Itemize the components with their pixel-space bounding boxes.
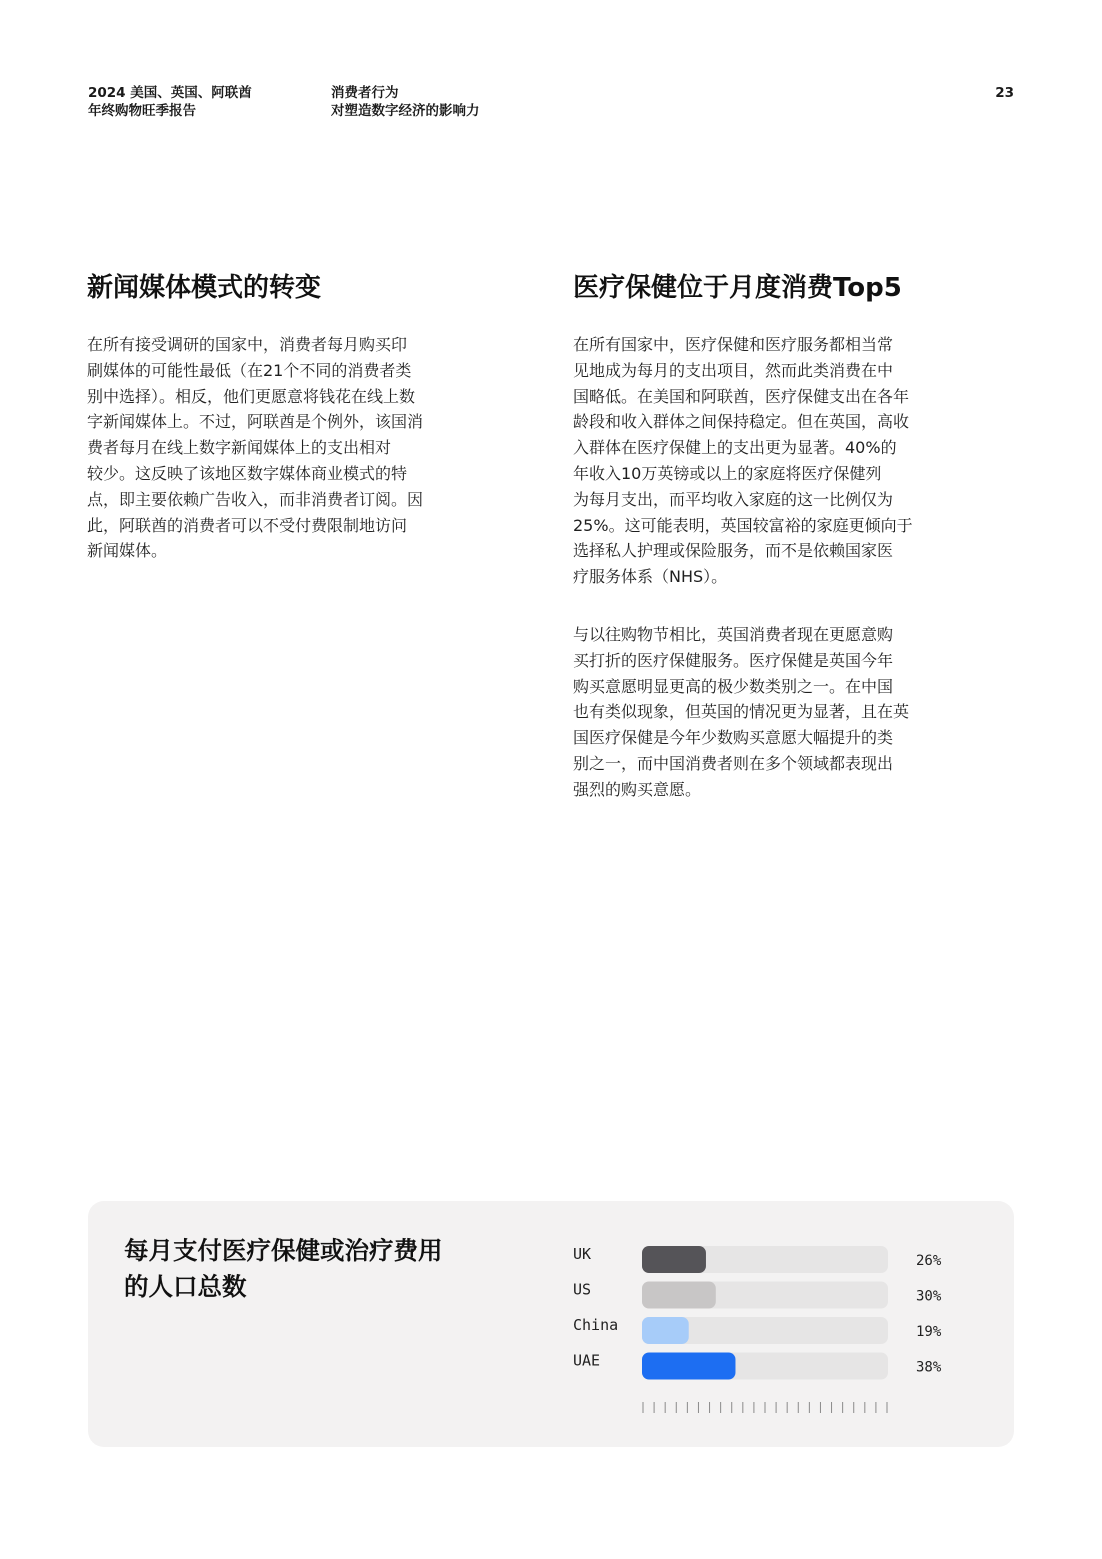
- paragraph-line: 此，阿联酋的消费者可以不受付费限制地访问: [87, 515, 408, 535]
- paragraph-line: 国略低。在美国和阿联酋，医疗保健支出在各年: [573, 386, 910, 406]
- paragraph-line: 刷媒体的可能性最低（在21个不同的消费者类: [87, 360, 412, 380]
- paragraph-line: 国医疗保健是今年少数购买意愿大幅提升的类: [573, 728, 894, 748]
- paragraph-line: 也有类似现象，但英国的情况更为显著，且在英: [573, 702, 910, 722]
- chart-title-line: 的人口总数: [124, 1272, 247, 1301]
- paragraph-line: 新闻媒体。: [87, 541, 168, 561]
- healthcare-section: [573, 270, 945, 803]
- category-label: US: [573, 1280, 592, 1299]
- paragraph-line: 费者每月在线上数字新闻媒体上的支出相对: [87, 438, 392, 458]
- bar-uae: [642, 1353, 735, 1380]
- paragraph: [573, 332, 945, 590]
- category-label: UK: [573, 1245, 592, 1263]
- bar-chart: [88, 1201, 1014, 1447]
- bar-china: [642, 1317, 689, 1344]
- bar-uk: [642, 1246, 706, 1273]
- report-title: [88, 84, 252, 120]
- paragraph-line: 别之一，而中国消费者则在多个领域都表现出: [573, 753, 894, 773]
- paragraph-line: 强烈的购买意愿。: [573, 779, 702, 799]
- paragraph-line: 为每月支出，而平均收入家庭的这一比例仅为: [573, 489, 894, 509]
- section-title-line: 对塑造数字经济的影响力: [331, 103, 480, 119]
- paragraph-line: 龄段和收入群体之间保持稳定。但在英国，高收: [573, 412, 910, 432]
- chart-title-line: 每月支付医疗保健或治疗费用: [124, 1236, 443, 1265]
- news-media-heading: 新闻媒体模式的转变: [87, 273, 322, 303]
- paragraph-line: 购买意愿明显更高的极少数类别之一。在中国: [573, 676, 894, 696]
- report-title-line: 年终购物旺季报告: [88, 103, 196, 119]
- paragraph-line: 25%。这可能表明，英国较富裕的家庭更倾向于: [573, 515, 913, 535]
- paragraph-line: 较少。这反映了该地区数字媒体商业模式的特: [87, 463, 408, 483]
- news-media-body: [87, 332, 457, 564]
- section-title-line: 消费者行为: [331, 85, 399, 101]
- healthcare-heading: 医疗保健位于月度消费Top5: [573, 273, 902, 303]
- report-title-line: 2024 美国、英国、阿联酋: [88, 85, 252, 101]
- section-title: [331, 84, 480, 120]
- category-label: UAE: [573, 1351, 601, 1370]
- value-label: 26%: [916, 1253, 942, 1269]
- value-label: 30%: [916, 1288, 942, 1305]
- paragraph: [87, 332, 457, 564]
- healthcare-body: [573, 332, 945, 803]
- paragraph-line: 见地成为每月的支出项目，然而此类消费在中: [573, 360, 894, 380]
- bar-us: [642, 1282, 716, 1309]
- news-media-section: [87, 270, 457, 564]
- paragraph-line: 入群体在医疗保健上的支出更为显著。40%的: [573, 438, 897, 458]
- healthcare-chart-card: [88, 1201, 1014, 1447]
- paragraph-line: 在所有国家中，医疗保健和医疗服务都相当常: [573, 335, 894, 354]
- page-number: 23: [995, 85, 1014, 101]
- paragraph-line: 在所有接受调研的国家中，消费者每月购买印: [87, 335, 408, 354]
- paragraph-line: 疗服务体系（NHS）。: [573, 567, 728, 587]
- paragraph-line: 别中选择）。相反，他们更愿意将钱花在线上数: [87, 386, 416, 406]
- paragraph-line: 年收入10万英镑或以上的家庭将医疗保健列: [573, 463, 882, 483]
- paragraph-line: 与以往购物节相比，英国消费者现在更愿意购: [573, 624, 894, 644]
- value-label: 19%: [916, 1324, 942, 1340]
- paragraph: [573, 622, 945, 803]
- paragraph-line: 点，即主要依赖广告收入，而非消费者订阅。因: [87, 489, 424, 509]
- paragraph-line: 字新闻媒体上。不过，阿联酋是个例外，该国消: [87, 412, 424, 432]
- category-label: China: [573, 1316, 619, 1334]
- paragraph-line: 选择私人护理或保险服务，而不是依赖国家医: [573, 541, 894, 561]
- paragraph-line: 买打折的医疗保健服务。医疗保健是英国今年: [573, 650, 894, 670]
- value-label: 38%: [916, 1359, 942, 1376]
